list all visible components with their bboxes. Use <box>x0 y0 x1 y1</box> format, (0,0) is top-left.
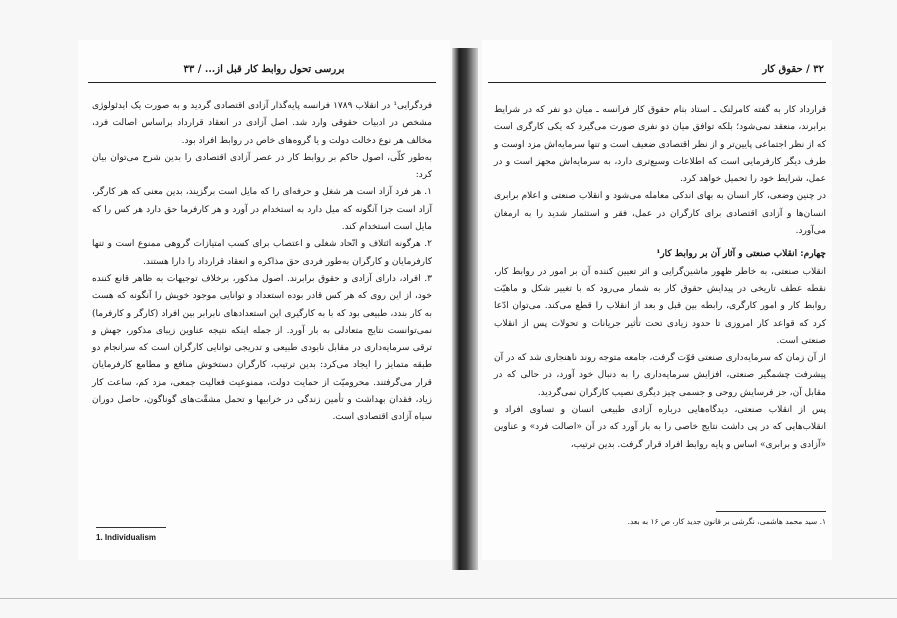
right-page <box>482 40 832 560</box>
right-paragraph: پس از انقلاب صنعتی، دیدگاه‌هایی درباره آزادی طبیعی انسان و تساوی افراد و انقلاب‌هایی که در پی داشت نتایج خاصی را به بار آورد که در آن «اصالت فرد» و عناوین «آزادی و برابری» اساس و پایه روابط افراد قرار گرفت. بدین ترتیب، <box>494 405 826 450</box>
right-footnote: ۱. سید محمد هاشمی، نگرشی بر قانون جدید کار، ص ۱۶ به بعد. <box>627 517 826 526</box>
left-paragraph: ۳. افراد، دارای آزادی و حقوق برابرند. اصول مذکور، برخلاف توجیهات به ظاهر قانع کننده خود، از این روی که هر کس قادر بوده استعداد و توانایی موجود خویش را آنگونه که هست به کار بندد، طبیعی بود که با به کارگیری این استعدادهای نابرابر بین افراد (کارگر و کارفرما) نمی‌توانست نتایج متعادلی به بار آورد. از جمله اینکه نتیجه عناوین زیبای مذکور، جهش و ترقی سرمایه‌داری در مقابل نابودی طبیعی و تدریجی توانایی کارگران است که سرانجام دو طبقه متمایز را ایجاد می‌کرد: بدین ترتیب، کارگران دستخوش منافع و مطامع کارفرمایان قرار می‌گرفتند. محرومیّت از حمایت دولت، ممنوعیت فعالیت جمعی، مزد کم، ساعت کار زیاد، فقدان بهداشت و تأمین زندگی در خرابیها و تحمل مشقّت‌های گوناگون، حاصل دوران سیاه آزادی اقتصادی است. <box>92 273 432 423</box>
left-paragraph: فردگرایی¹ در انقلاب ۱۷۸۹ فرانسه پایه‌گذار آزادی اقتصادی گردید و به صورت یک ایدئولوژی مشخص در ادبیات حقوقی وارد شد. اصل آزادی در انعقاد قرارداد براساس اصالت فرد، مخالف هر نوع دخالت دولت و یا گروه‌های خاص در روابط افراد بود. <box>92 101 433 146</box>
right-paragraph: انقلاب صنعتی، به خاطر ظهور ماشین‌گرایی و اثر تعیین کننده آن بر امور در روابط کار، نقطه عطف تاریخی در پیدایش حقوق کار به شمار می‌رود که با تغییر شکل و ماهیّت روابط کار و امور کارگری، رابطه بین قبل و بعد از انقلاب را قطع می‌کند. می‌توان ادّعا کرد که قواعد کار امروزی تا حدود زیادی تحت تأثیر جریانات و تحولات پس از انقلاب صنعتی است. <box>494 266 826 346</box>
left-header-rule <box>88 82 436 83</box>
left-footnote-rule <box>96 527 166 528</box>
right-page-header: ۳۲ / حقوق کار <box>762 64 824 75</box>
right-header-rule <box>488 82 826 83</box>
left-page-body <box>92 98 432 427</box>
scan-edge-line <box>0 598 897 599</box>
left-footnote: 1. Individualism <box>96 533 157 542</box>
right-paragraph: قرارداد کار به گفته کامرلنک ـ استاد بنام حقوق کار فرانسه ـ میان دو نفر که در شرایط برابرند، منعقد نمی‌شود؛ بلکه توافق میان دو نفری صورت می‌گیرد که یکی کارگری است که از نظر اجتماعی پایین‌تر و از نظر اقتصادی ضعیف است و تنها سرمایه‌اش مزد اوست و طرف دیگر کارفرمایی است که اطلاعات وسیع‌تری دارد، به سرمایه‌اش مجهز است و در عمل، شرایط خود را تحمیل خواهد کرد. <box>494 105 826 185</box>
book-gutter <box>452 48 478 570</box>
left-paragraph: ۱. هر فرد آزاد است هر شغل و حرفه‌ای را که مایل است برگزیند، بدین معنی که هر کارگر، آزاد است جزا آنگونه که میل دارد به استخدام در آورد و هر کارفرما حق دارد هر کس را که مایل است استخدام کند. <box>92 187 432 233</box>
left-page-header: بررسی تحول روابط کار قبل از... / ۳۳ <box>183 64 345 75</box>
left-paragraph: ۲. هرگونه ائتلاف و اتّحاد شغلی و اعتصاب برای کسب امتیازات گروهی ممنوع است و تنها کارفرمایان و کارگران به‌طور فردی حق مذاکره و انعقاد قرارداد را دارا هستند. <box>92 239 432 267</box>
right-page-body <box>494 102 826 454</box>
right-footnote-rule <box>716 511 826 512</box>
right-paragraph: در چنین وضعی، کار انسان به بهای اندکی معامله می‌شود و انقلاب صنعتی و اعلام برابری انسان‌ها و آزادی اقتصادی برای کارگران در عمل، فقر و استثمار شدید را به ارمغان می‌آورد. <box>494 191 826 237</box>
left-paragraph: به‌طور کلّی، اصول حاکم بر روابط کار در عصر آزادی اقتصادی را بدین شرح می‌توان بیان کرد: <box>92 152 432 181</box>
left-page <box>78 40 450 560</box>
section-heading: چهارم: انقلاب صنعتی و آثار آن بر روابط کار¹ <box>656 249 826 260</box>
right-paragraph: از آن زمان که سرمایه‌داری صنعتی قوّت گرفت، جامعه متوجه روند ناهنجاری شد که در آن پیشرفت چشمگیر صنعتی، افزایش سرمایه‌داری را به دنبال خود آورد، در حالی که در مقابل آن، جز فرسایش روحی و جسمی چیز دیگری نصیب کارگران نمی‌گردید. <box>494 353 826 398</box>
